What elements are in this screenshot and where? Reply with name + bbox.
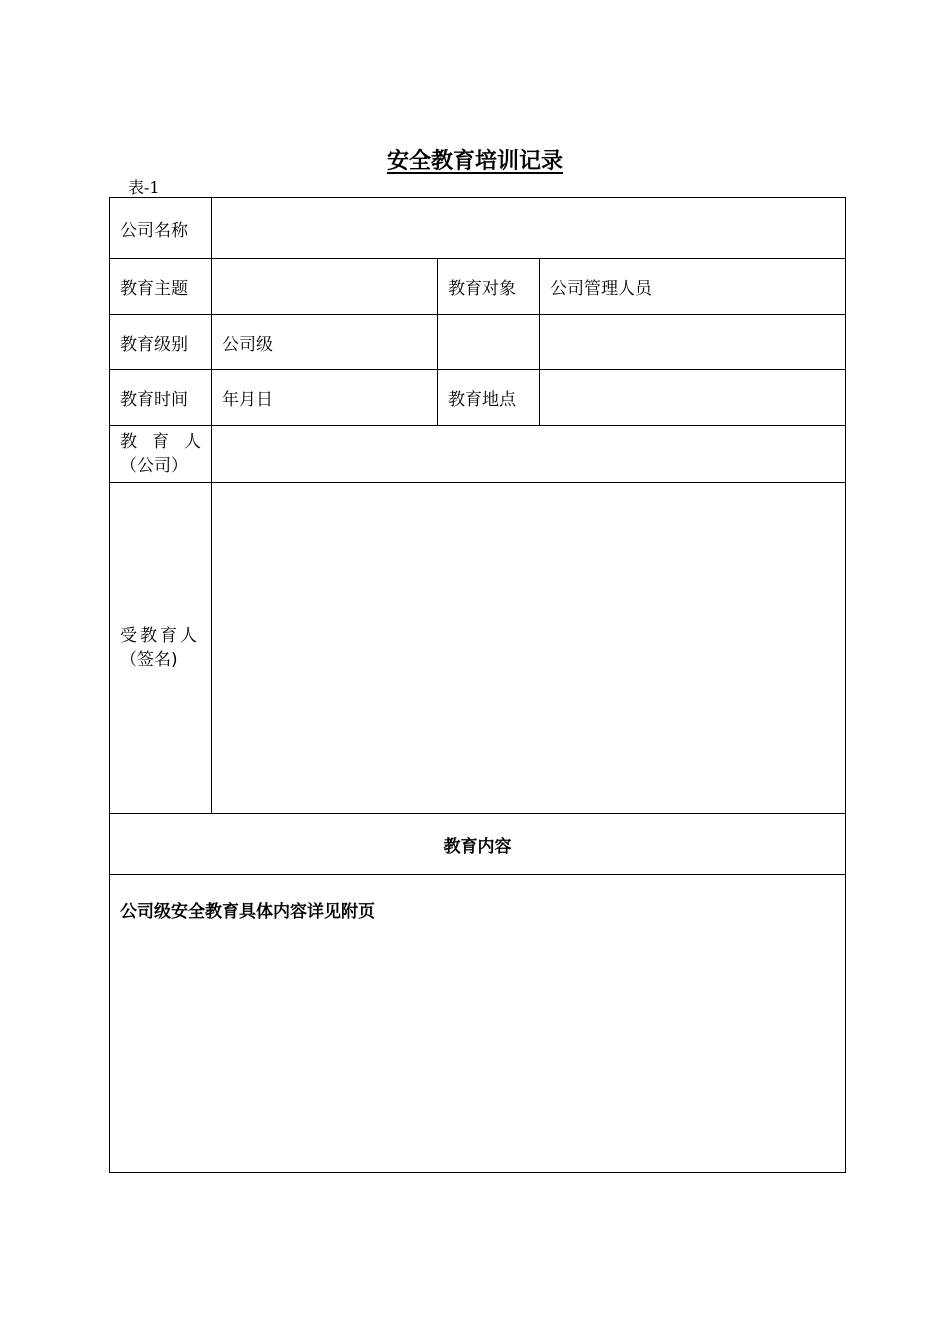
target-label: 教育对象 bbox=[438, 259, 540, 315]
trainee-signature-area[interactable] bbox=[212, 483, 846, 814]
content-text[interactable]: 公司级安全教育具体内容详见附页 bbox=[110, 875, 846, 1173]
target-field[interactable]: 公司管理人员 bbox=[540, 259, 846, 315]
document-title-text: 安全教育培训记录 bbox=[386, 149, 563, 174]
company-name-label: 公司名称 bbox=[110, 198, 212, 259]
trainee-label-line1: 受教育人 bbox=[120, 626, 200, 646]
row-content-header bbox=[110, 814, 846, 875]
time-label: 教育时间 bbox=[110, 370, 212, 426]
place-field[interactable] bbox=[540, 370, 846, 426]
level-label: 教育级别 bbox=[110, 315, 212, 370]
educator-field[interactable] bbox=[212, 426, 846, 483]
trainee-label bbox=[110, 483, 212, 814]
educator-label bbox=[110, 426, 212, 483]
topic-label: 教育主题 bbox=[110, 259, 212, 315]
educator-label-line1: 教 育 人 bbox=[120, 432, 201, 452]
blank-label-cell bbox=[438, 315, 540, 370]
level-field[interactable]: 公司级 bbox=[212, 315, 438, 370]
company-name-field[interactable] bbox=[212, 198, 846, 259]
training-record-table bbox=[109, 197, 846, 1173]
place-label: 教育地点 bbox=[438, 370, 540, 426]
row-topic-target bbox=[110, 259, 846, 315]
table-number: 表-1 bbox=[128, 178, 160, 197]
row-content bbox=[110, 875, 846, 1173]
row-educator bbox=[110, 426, 846, 483]
blank-value-cell[interactable] bbox=[540, 315, 846, 370]
educator-label-line2: （公司） bbox=[120, 456, 188, 476]
trainee-label-line2: （签名) bbox=[120, 650, 178, 670]
row-trainees bbox=[110, 483, 846, 814]
row-company-name bbox=[110, 198, 846, 259]
time-field[interactable]: 年月日 bbox=[212, 370, 438, 426]
content-header: 教育内容 bbox=[110, 814, 846, 875]
document-title bbox=[0, 144, 950, 175]
row-time-place bbox=[110, 370, 846, 426]
topic-field[interactable] bbox=[212, 259, 438, 315]
row-level bbox=[110, 315, 846, 370]
